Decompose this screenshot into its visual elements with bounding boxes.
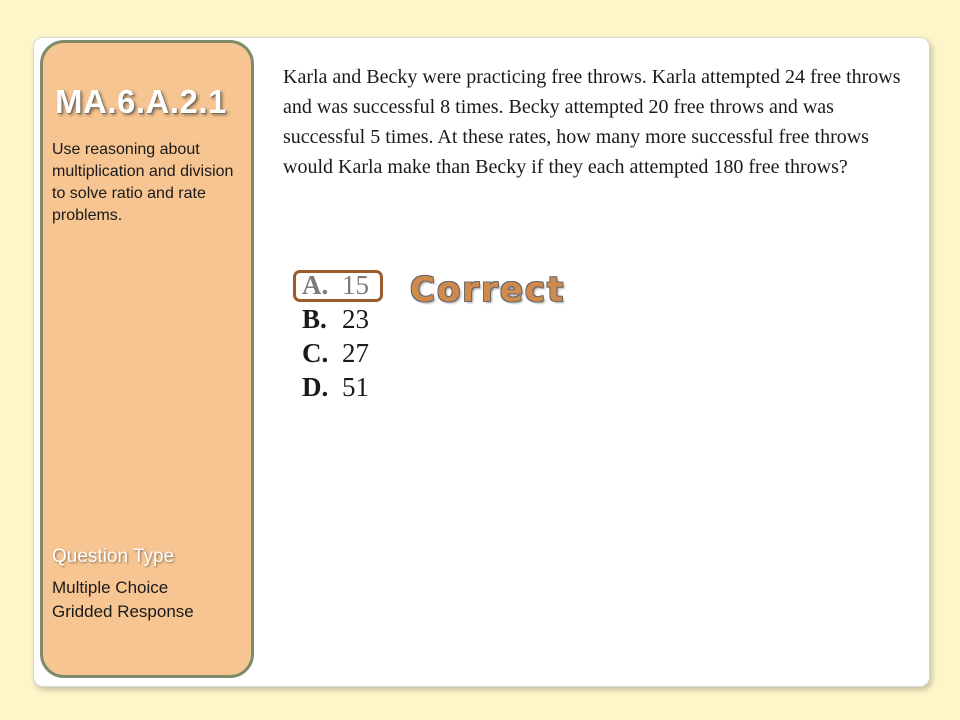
- question-text: Karla and Becky were practicing free throws. Karla attempted 24 free throws and was successful 8 times. Becky attempted 20 free throws and was successful 5 times. At these rates, how many more successful free throws would Karla make than Becky if they each attempted 180 free throws?: [283, 66, 901, 178]
- question-type-list: [52, 576, 194, 624]
- choice-a[interactable]: [302, 270, 369, 304]
- question-type-item: Gridded Response: [52, 602, 194, 621]
- answer-choices: [302, 270, 369, 406]
- choice-letter: A.: [302, 270, 329, 300]
- choice-c[interactable]: [302, 338, 369, 372]
- sidebar-panel: [40, 40, 254, 678]
- choice-value: 23: [342, 304, 369, 334]
- choice-d[interactable]: [302, 372, 369, 406]
- benchmark-description: Use reasoning about multiplication and division to solve ratio and rate problems.: [52, 141, 234, 224]
- benchmark-code: MA.6.A.2.1: [55, 83, 227, 120]
- choice-value: 27: [342, 338, 369, 368]
- choice-value: 15: [342, 270, 369, 300]
- choice-b[interactable]: [302, 304, 369, 338]
- choice-letter: D.: [302, 372, 329, 402]
- question-type-item: Multiple Choice: [52, 578, 169, 597]
- question-type-heading: Question Type: [52, 546, 175, 567]
- choice-letter: B.: [302, 304, 327, 334]
- choice-value: 51: [342, 372, 369, 402]
- choice-letter: C.: [302, 338, 329, 368]
- correct-feedback-label: Correct: [410, 270, 566, 310]
